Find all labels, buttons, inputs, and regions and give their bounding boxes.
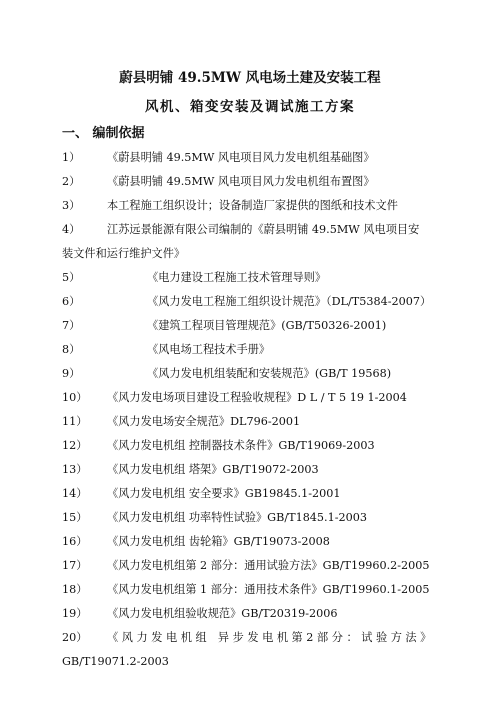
- reference-text: 《风力发电机组第 2 部分：通用试验方法》GB/T19960.2-2005: [107, 559, 430, 572]
- reference-item: [62, 270, 326, 286]
- reference-number: 6）: [62, 295, 81, 308]
- reference-number: 7）: [62, 319, 81, 332]
- reference-number: 3）: [62, 199, 81, 212]
- reference-item: [62, 606, 337, 622]
- reference-number: 18）: [62, 583, 88, 596]
- reference-number: 20）: [62, 631, 88, 644]
- reference-item: [62, 630, 431, 646]
- reference-item: [62, 582, 430, 598]
- reference-text: 《电力建设工程施工技术管理导则》: [147, 271, 327, 284]
- reference-text: 《风力发电机组装配和安装规范》(GB/T 19568): [147, 367, 392, 380]
- reference-continuation: GB/T19071.2-2003: [62, 655, 169, 668]
- reference-number: 2）: [62, 175, 81, 188]
- reference-text: 《蔚县明铺 49.5MW 风电项目风力发电机组基础图》: [107, 151, 375, 164]
- reference-text: 《风力发电机组验收规范》GB/T20319-2006: [107, 607, 338, 620]
- reference-text: 《风力发电机组 塔架》GB/T19072-2003: [107, 463, 319, 476]
- reference-text: 《风力发电机组 安全要求》GB19845.1-2001: [107, 487, 341, 500]
- reference-text: 《风力发电场项目建设工程验收规程》D L / T 5 19 1-2004: [107, 391, 407, 404]
- reference-number: 16）: [62, 535, 88, 548]
- document-title: 蔚县明铺 49.5MW 风电场土建及安装工程: [119, 70, 381, 86]
- reference-text: 《风力发电工程施工组织设计规范》（DL/T5384-2007）: [147, 295, 432, 308]
- reference-item: [62, 198, 398, 214]
- reference-number: 19）: [62, 607, 88, 620]
- reference-item: [62, 294, 431, 310]
- reference-number: 8）: [62, 343, 81, 356]
- reference-number: 9）: [62, 367, 81, 380]
- reference-text: 《建筑工程项目管理规范》(GB/T50326-2001): [147, 319, 387, 332]
- reference-text: 《风力发电场安全规范》DL796-2001: [107, 415, 301, 428]
- reference-number: 4）: [62, 223, 81, 236]
- reference-item: [62, 462, 319, 478]
- reference-number: 5）: [62, 271, 81, 284]
- reference-number: 12）: [62, 439, 88, 452]
- reference-item: [62, 222, 419, 238]
- reference-item: [62, 486, 340, 502]
- reference-text: 《风力发电机组 功率特性试验》GB/T1845.1-2003: [107, 511, 367, 524]
- reference-number: 14）: [62, 487, 88, 500]
- reference-continuation: 装文件和运行维护文件》: [62, 247, 186, 260]
- reference-text: 江苏远景能源有限公司编制的《蔚县明铺 49.5MW 风电项目安: [107, 223, 420, 236]
- reference-item: [62, 414, 300, 430]
- reference-number: 11）: [62, 415, 88, 428]
- reference-item: [62, 318, 386, 334]
- reference-text: 《风力发电机组 控制器技术条件》GB/T19069-2003: [107, 439, 375, 452]
- reference-text: 《蔚县明铺 49.5MW 风电项目风力发电机组布置图》: [107, 175, 375, 188]
- reference-text: 《 风 力 发 电 机 组 异 步 发 电 机 第 2 部 分 ： 试 验 方 法 》: [107, 631, 432, 644]
- reference-item: [62, 534, 330, 550]
- reference-item: [62, 366, 391, 382]
- reference-number: 10）: [62, 391, 88, 404]
- reference-number: 13）: [62, 463, 88, 476]
- reference-item: [62, 558, 430, 574]
- reference-text: 《风电场工程技术手册》: [147, 343, 271, 356]
- reference-number: 1）: [62, 151, 81, 164]
- reference-text: 《风力发电机组 齿轮箱》GB/T19073-2008: [107, 535, 330, 548]
- reference-item: [62, 342, 270, 358]
- reference-item: [62, 150, 375, 166]
- reference-item: [62, 174, 375, 190]
- document-subtitle: 风机、箱变安装及调试施工方案: [145, 99, 355, 115]
- reference-item: [62, 390, 407, 406]
- reference-number: 15）: [62, 511, 88, 524]
- reference-text: 本工程施工组织设计；设备制造厂家提供的图纸和技术文件: [107, 199, 398, 212]
- reference-item: [62, 438, 375, 454]
- reference-number: 17）: [62, 559, 88, 572]
- section-heading: 一、 编制依据: [62, 126, 145, 141]
- reference-text: 《风力发电机组第 1 部分：通用技术条件》GB/T19960.1-2005: [107, 583, 430, 596]
- reference-item: [62, 510, 367, 526]
